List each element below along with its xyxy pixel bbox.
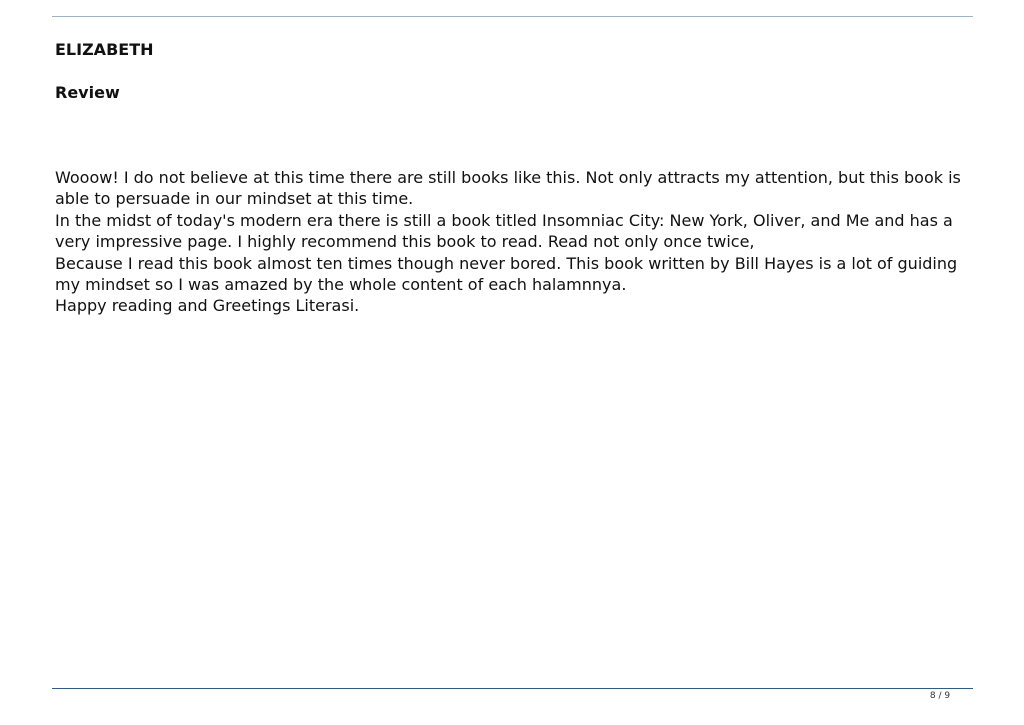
review-text — [55, 167, 975, 317]
reviewer-name: ELIZABETH — [55, 40, 154, 59]
header-divider — [52, 16, 973, 17]
page-number: 8 / 9 — [929, 691, 951, 701]
footer-divider — [52, 688, 973, 689]
section-heading: Review — [55, 83, 120, 102]
review-paragraph: In the midst of today's modern era there is still a book titled Insomniac City: New York, Oliver, and Me and has a very impressive page. I highly recommend this book to read. Read not only once twice, — [55, 210, 953, 252]
review-paragraph: Happy reading and Greetings Literasi. — [55, 296, 360, 316]
review-paragraph: Wooow! I do not believe at this time there are still books like this. Not only attracts my attention, but this book is able to persuade in our mindset at this time. — [55, 168, 961, 209]
review-paragraph: Because I read this book almost ten times though never bored. This book written by Bill Hayes is a lot of guiding my mindset so I was amazed by the whole content of each halamnnya. — [55, 253, 958, 295]
